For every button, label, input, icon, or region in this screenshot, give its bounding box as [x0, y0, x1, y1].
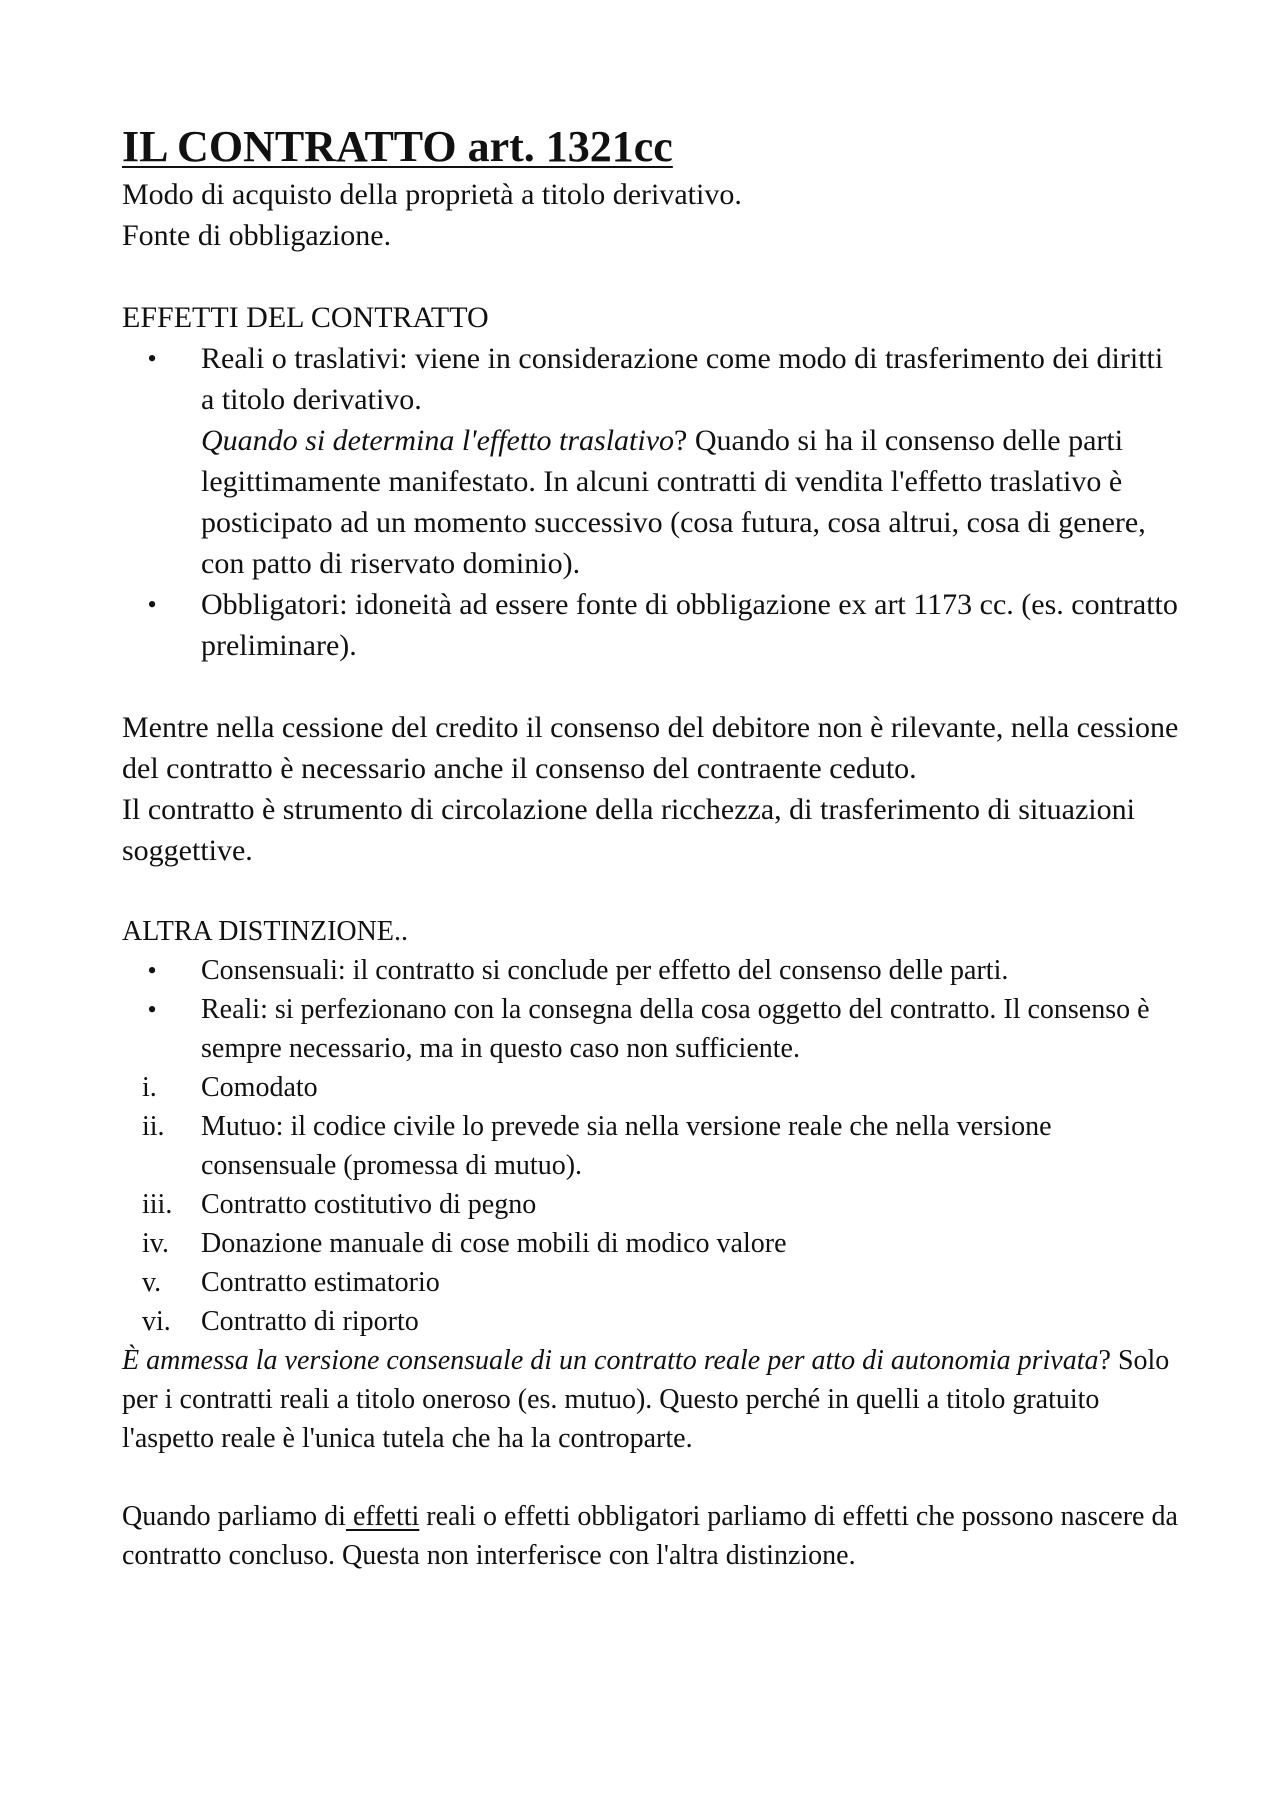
roman-marker: iv.	[142, 1228, 169, 1259]
paragraph-circolazione: Il contratto è strumento di circolazione della ricchezza, di trasferimento di situazioni soggettive.	[122, 793, 1135, 867]
roman-list	[122, 1068, 1182, 1341]
list-item-text: Consensuali: il contratto si conclude per effetto del consenso delle parti.	[201, 955, 1009, 986]
question-text: È ammessa la versione consensuale di un contratto reale per atto di autonomia privata	[122, 1345, 1099, 1376]
document-page	[122, 120, 1182, 1575]
list-item-text: Contratto di riporto	[201, 1306, 419, 1337]
closing-text-end: reali o effetti obbligatori parliamo di effetti che possono nascere da contratto concluso. Questa non interferisce con l'altra distinzione.	[122, 1501, 1178, 1571]
spacer	[122, 871, 1182, 912]
roman-marker: ii.	[142, 1111, 165, 1142]
list-item	[122, 1107, 1182, 1185]
bullet-icon: •	[147, 995, 157, 1024]
roman-marker: iii.	[142, 1189, 173, 1220]
closing-text-start: Quando parliamo di	[122, 1501, 346, 1532]
intro-line-2: Fonte di obbligazione.	[122, 219, 392, 252]
answer-text: ? Solo per i contratti reali a titolo oneroso (es. mutuo). Questo perché in quelli a titolo gratuito l'aspetto reale è l'unica tutela che ha la controparte.	[122, 1345, 1170, 1454]
paragraph-closing	[122, 1497, 1182, 1575]
list-item	[122, 1068, 1182, 1107]
list-item-text: Reali o traslativi: viene in considerazione come modo di trasferimento dei diritti a titolo derivativo.	[201, 342, 1164, 416]
list-item-text: Donazione manuale di cose mobili di modico valore	[201, 1228, 787, 1259]
bullet-icon: •	[147, 956, 157, 985]
list-item	[122, 584, 1182, 666]
spacer	[122, 256, 1182, 297]
bullet-icon: •	[147, 344, 157, 373]
roman-marker: vi.	[142, 1306, 171, 1337]
paragraph-autonomia	[122, 1341, 1182, 1458]
section-heading-effetti: EFFETTI DEL CONTRATTO	[122, 301, 489, 334]
list-item-text: Obbligatori: idoneità ad essere fonte di obbligazione ex art 1173 cc. (es. contratto preliminare).	[201, 588, 1178, 662]
list-item-text: Contratto costitutivo di pegno	[201, 1189, 537, 1220]
list-item	[122, 338, 1182, 584]
list-item-text: Mutuo: il codice civile lo prevede sia nella versione reale che nella versione consensuale (promessa di mutuo).	[201, 1111, 1052, 1181]
roman-marker: v.	[142, 1267, 162, 1298]
paragraph-cessione: Mentre nella cessione del credito il consenso del debitore non è rilevante, nella cessione del contratto è necessario anche il consenso del contraente ceduto.	[122, 711, 1179, 785]
altra-bullet-list	[122, 951, 1182, 1068]
bullet-icon: •	[147, 590, 157, 619]
list-item-text: Comodato	[201, 1072, 318, 1103]
section-heading-altra: ALTRA DISTINZIONE..	[122, 916, 408, 947]
list-item	[122, 1263, 1182, 1302]
page-title: IL CONTRATTO art. 1321cc	[122, 122, 673, 171]
spacer	[122, 666, 1182, 707]
answer-text: ? Quando si ha il consenso delle parti legittimamente manifestato. In alcuni contratti di vendita l'effetto traslativo è posticipato ad un momento successivo (cosa futura, cosa altrui, cosa di genere, con patto di riservato dominio).	[201, 424, 1146, 580]
closing-underlined-word: effetti	[345, 1501, 420, 1532]
effetti-list	[122, 338, 1182, 666]
list-item	[122, 1224, 1182, 1263]
list-item	[122, 1185, 1182, 1224]
list-item	[122, 990, 1182, 1068]
list-item-text: Contratto estimatorio	[201, 1267, 440, 1298]
list-item	[122, 951, 1182, 990]
question-text: Quando si determina l'effetto traslativo	[201, 424, 675, 457]
list-item-text: Reali: si perfezionano con la consegna della cosa oggetto del contratto. Il consenso è sempre necessario, ma in questo caso non sufficiente.	[201, 994, 1150, 1064]
spacer	[122, 1458, 1182, 1497]
roman-marker: i.	[142, 1072, 157, 1103]
intro-line-1: Modo di acquisto della proprietà a titolo derivativo.	[122, 178, 742, 211]
list-item	[122, 1302, 1182, 1341]
